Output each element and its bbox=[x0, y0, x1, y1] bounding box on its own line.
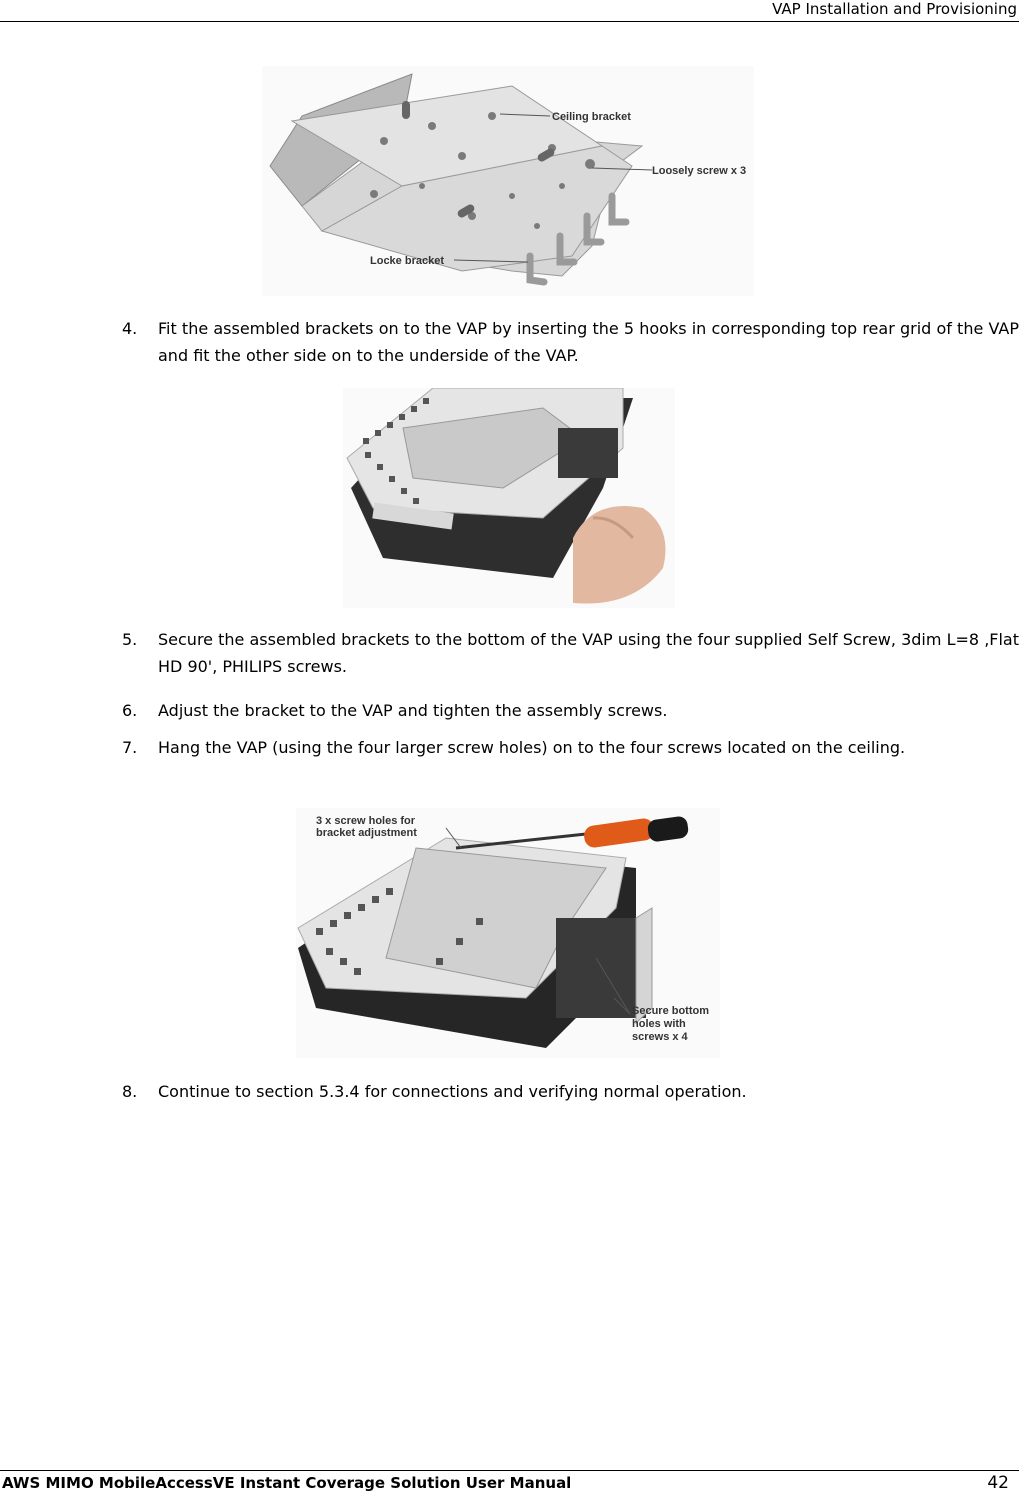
step-8-number: 8. bbox=[122, 1082, 138, 1101]
step-7 bbox=[122, 734, 1019, 761]
callout-locke-bracket: Locke bracket bbox=[370, 255, 444, 267]
footer-title: AWS MIMO MobileAccessVE Instant Coverage Solution User Manual bbox=[2, 1474, 572, 1492]
callout-ceiling-bracket: Ceiling bracket bbox=[552, 111, 631, 123]
callout-secure-line1: Secure bottom bbox=[632, 1005, 710, 1017]
callout-screw-holes-line2: bracket adjustment bbox=[316, 827, 417, 839]
step-4-text: Fit the assembled brackets on to the VAP by inserting the 5 hooks in corresponding top rear grid of the VAP and fit the other side on to the underside of the VAP. bbox=[158, 319, 1019, 365]
step-4-number: 4. bbox=[122, 319, 138, 338]
vap-fit-illustration bbox=[343, 388, 675, 608]
bracket-illustration bbox=[262, 66, 754, 296]
header-title: VAP Installation and Provisioning bbox=[772, 0, 1017, 18]
step-4 bbox=[122, 315, 1019, 369]
callout-loosely-screw: Loosely screw x 3 bbox=[652, 165, 747, 177]
step-8-text: Continue to section 5.3.4 for connections and verifying normal operation. bbox=[158, 1082, 747, 1101]
step-5-text: Secure the assembled brackets to the bottom of the VAP using the four supplied Self Screw, 3dim L=8 ,Flat HD 90', PHILIPS screws. bbox=[158, 630, 1019, 676]
step-5 bbox=[122, 626, 1019, 680]
page-footer bbox=[0, 1470, 1019, 1495]
page-header bbox=[0, 0, 1019, 22]
step-6-text: Adjust the bracket to the VAP and tighten the assembly screws. bbox=[158, 701, 668, 720]
step-8 bbox=[122, 1078, 1019, 1105]
callout-secure-line3: screws x 4 bbox=[632, 1031, 688, 1043]
step-7-number: 7. bbox=[122, 738, 138, 757]
bracket-figure bbox=[262, 66, 754, 296]
step-5-number: 5. bbox=[122, 630, 138, 649]
page-number: 42 bbox=[987, 1473, 1009, 1493]
step-7-text: Hang the VAP (using the four larger screw holes) on to the four screws located on the ceiling. bbox=[158, 738, 906, 757]
callout-secure-line2: holes with bbox=[632, 1018, 686, 1030]
bracket-screw-illustration bbox=[296, 808, 720, 1058]
step-6 bbox=[122, 697, 1019, 724]
step-6-number: 6. bbox=[122, 701, 138, 720]
bracket-screw-figure bbox=[296, 808, 720, 1058]
vap-fit-figure bbox=[343, 388, 675, 608]
callout-screw-holes-line1: 3 x screw holes for bbox=[316, 815, 416, 827]
